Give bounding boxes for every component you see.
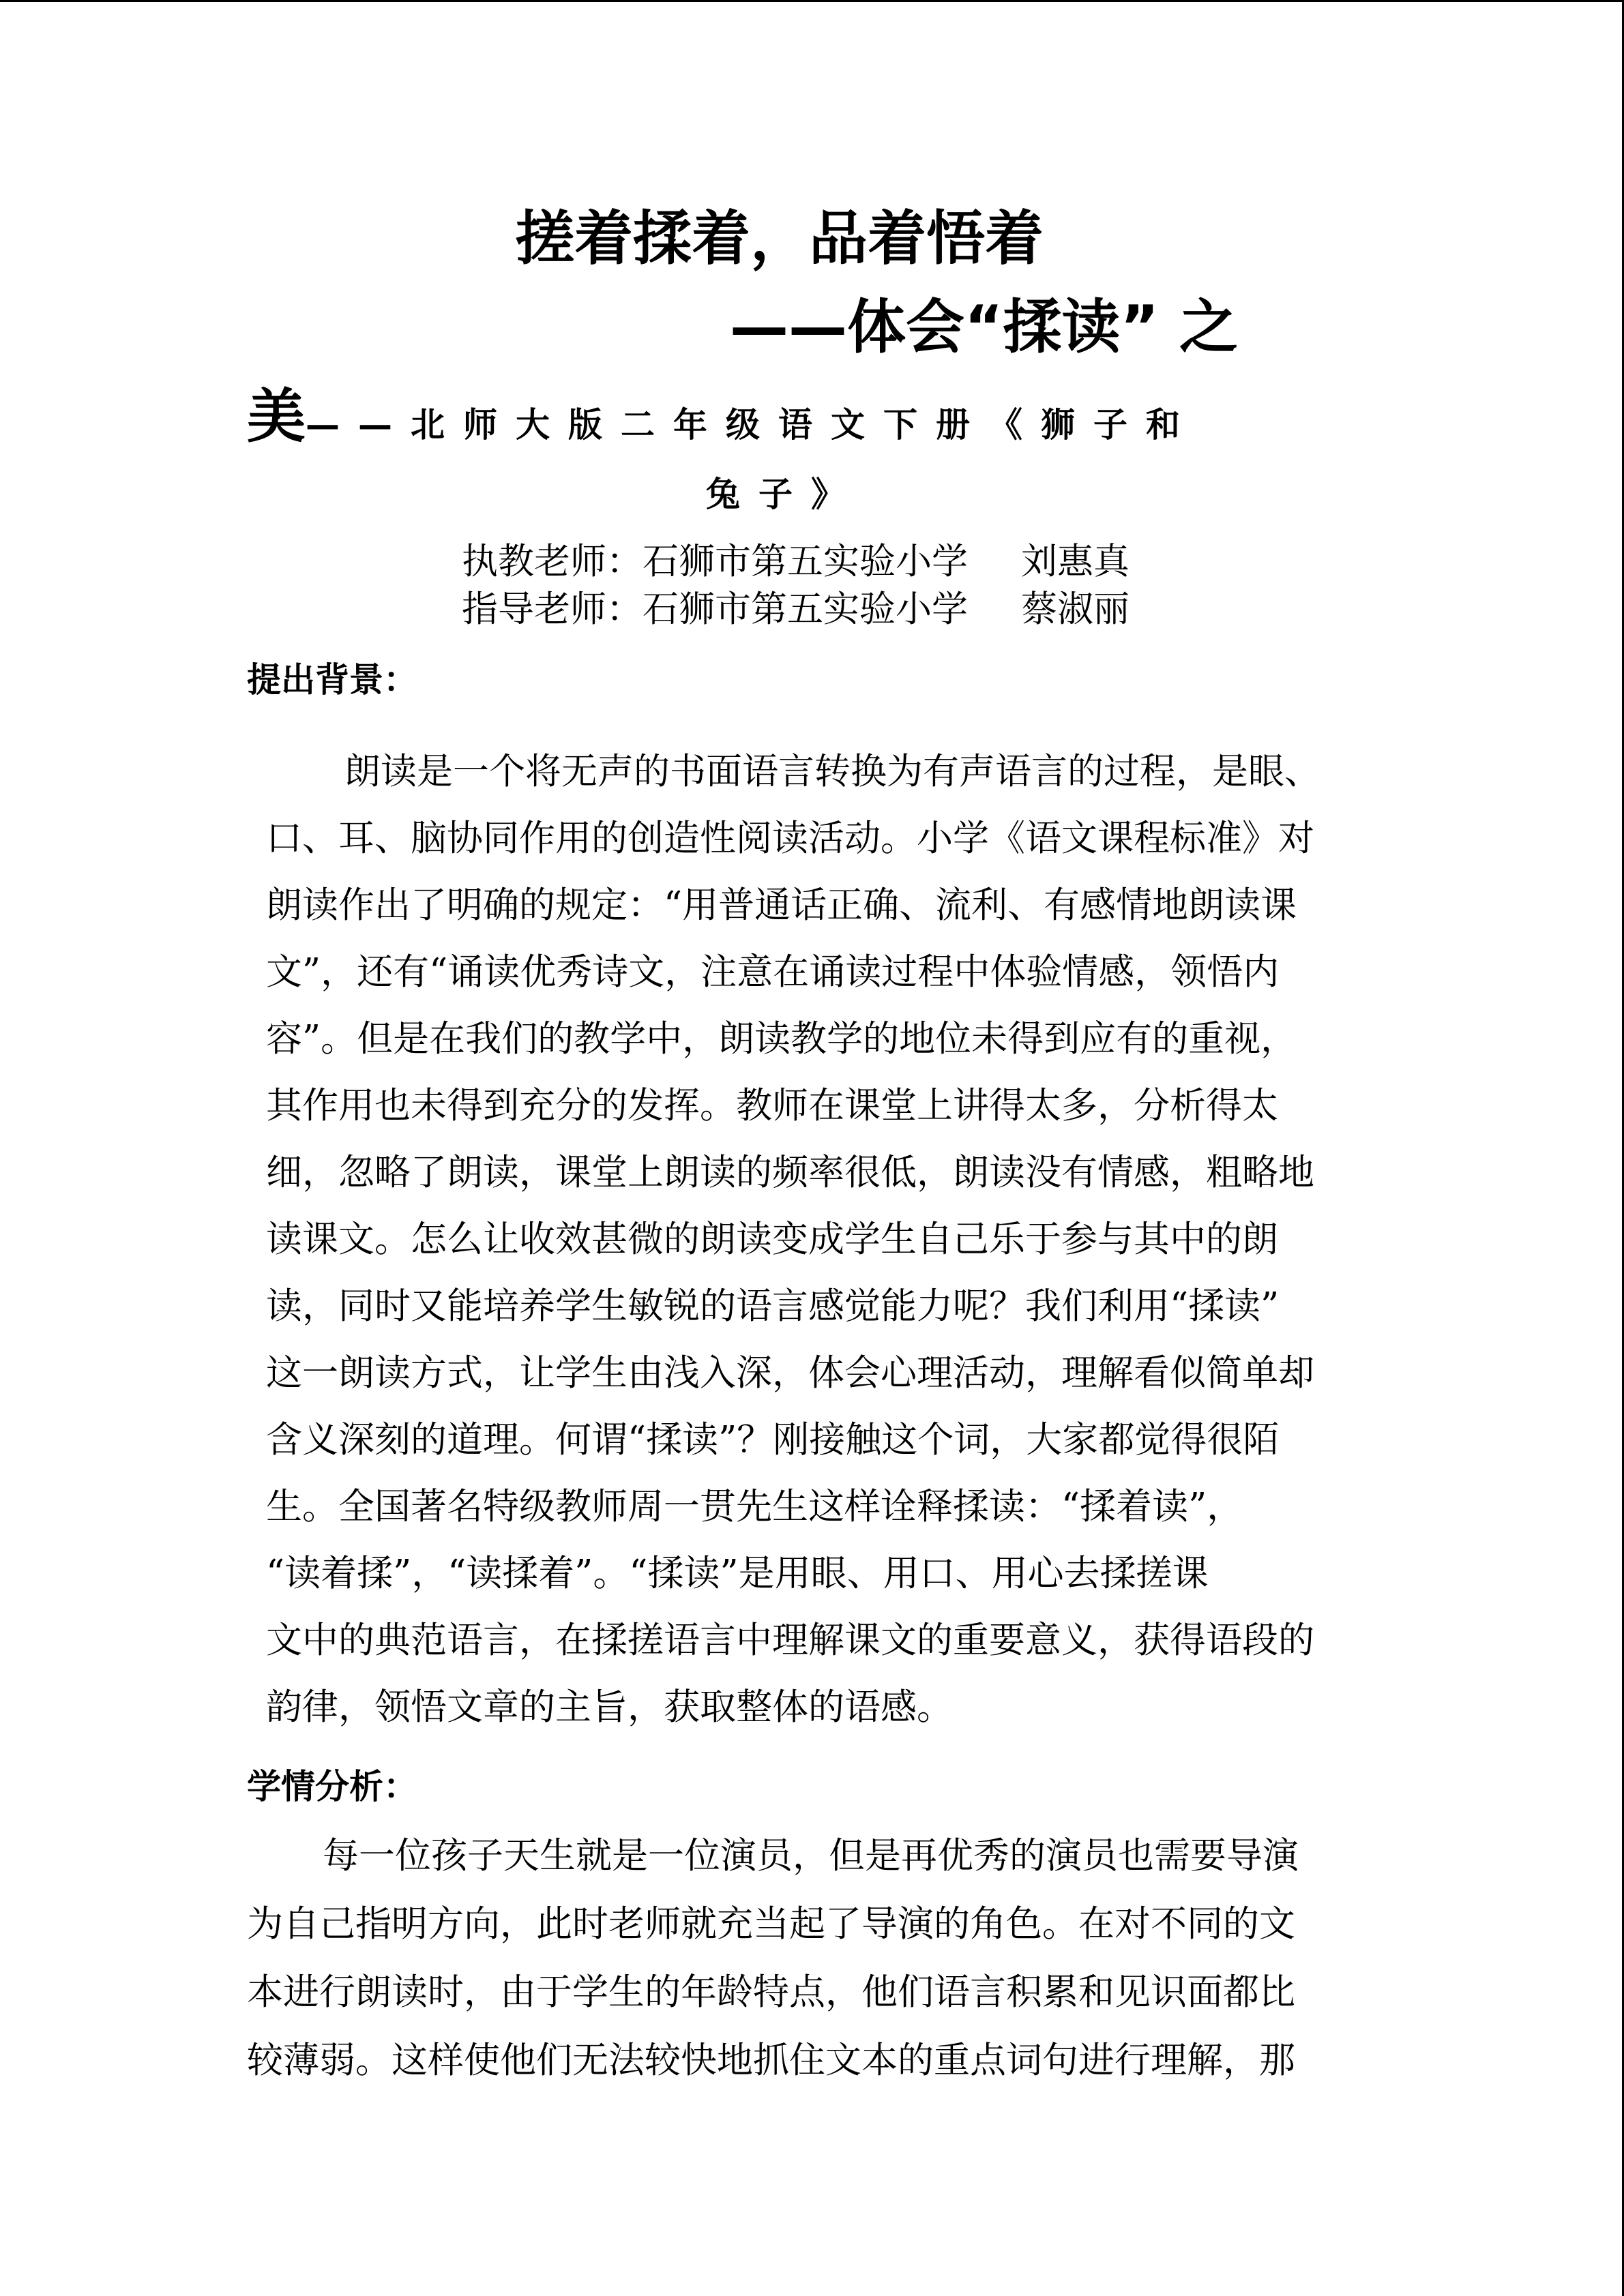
advisor-name: 蔡淑丽 [1021, 588, 1130, 630]
paragraph-line: 读课文。怎么让收效甚微的朗读变成学生自己乐于参与其中的朗 [266, 1219, 1278, 1260]
advisor-label: 指导老师：石狮市第五实验小学 [462, 588, 968, 630]
section-heading-analysis: 学情分析： [247, 1767, 417, 1806]
paragraph-line: 文中的典范语言，在揉搓语言中理解课文的重要意义，获得语段的 [266, 1620, 1314, 1661]
background-paragraph [266, 739, 1320, 1741]
subtitle-rest: ——北师大版二年级语文下册《狮子和 [306, 405, 1198, 445]
paragraph-line: 这一朗读方式，让学生由浅入深，体会心理活动，理解看似简单却 [266, 1352, 1314, 1394]
paragraph-line: 其作用也未得到充分的发挥。教师在课堂上讲得太多，分析得太 [266, 1085, 1278, 1127]
paragraph-line: 朗读是一个将无声的书面语言转换为有声语言的过程，是眼、 [344, 751, 1320, 792]
paragraph-line: 容”。但是在我们的教学中，朗读教学的地位未得到应有的重视， [266, 1018, 1297, 1060]
teacher-line [462, 539, 1130, 585]
teacher-name: 刘惠真 [1021, 541, 1130, 582]
subtitle-line-1: ——体会“揉读” 之 [730, 293, 1238, 361]
analysis-paragraph [247, 1822, 1299, 2095]
paragraph-line: 每一位孩子天生就是一位演员，但是再优秀的演员也需要导演 [323, 1835, 1299, 1877]
main-title: 搓着揉着，品着悟着 [516, 205, 1044, 273]
paragraph-line: 本进行朗读时，由于学生的年龄特点，他们语言积累和见识面都比 [247, 1971, 1295, 2013]
paragraph-line: 文”，还有“诵读优秀诗文，注意在诵读过程中体验情感，领悟内 [266, 951, 1280, 993]
advisor-line [462, 586, 1130, 633]
paragraph-line: 口、耳、脑协同作用的创造性阅读活动。小学《语文课程标准》对 [266, 818, 1314, 859]
subtitle-line-2 [247, 379, 1297, 462]
paragraph-line: 韵律，领悟文章的主旨，获取整体的语感。 [266, 1686, 953, 1728]
paragraph-line: “读着揉”，“读揉着”。“揉读”是用眼、用口、用心去揉搓课 [266, 1553, 1209, 1594]
subtitle-line-3: 兔子》 [706, 475, 863, 514]
paragraph-line: 为自己指明方向，此时老师就充当起了导演的角色。在对不同的文 [247, 1903, 1295, 1945]
paragraph-line: 朗读作出了明确的规定：“用普通话正确、流利、有感情地朗读课 [266, 884, 1297, 926]
paragraph-line: 含义深刻的道理。何谓“揉读”？刚接触这个词，大家都觉得很陌 [266, 1419, 1280, 1461]
subtitle-lead-char: 美 [247, 383, 306, 451]
paragraph-line: 较薄弱。这样使他们无法较快地抓住文本的重点词句进行理解，那 [247, 2040, 1295, 2081]
paragraph-line: 读，同时又能培养学生敏锐的语言感觉能力呢？我们利用“揉读” [266, 1285, 1280, 1327]
page-top-border [0, 0, 1624, 2]
paragraph-line: 生。全国著名特级教师周一贯先生这样诠释揉读：“揉着读”， [266, 1486, 1243, 1527]
paragraph-line: 细，忽略了朗读，课堂上朗读的频率很低，朗读没有情感，粗略地 [266, 1152, 1314, 1193]
section-heading-background: 提出背景： [247, 660, 417, 700]
teacher-label: 执教老师：石狮市第五实验小学 [462, 541, 968, 582]
